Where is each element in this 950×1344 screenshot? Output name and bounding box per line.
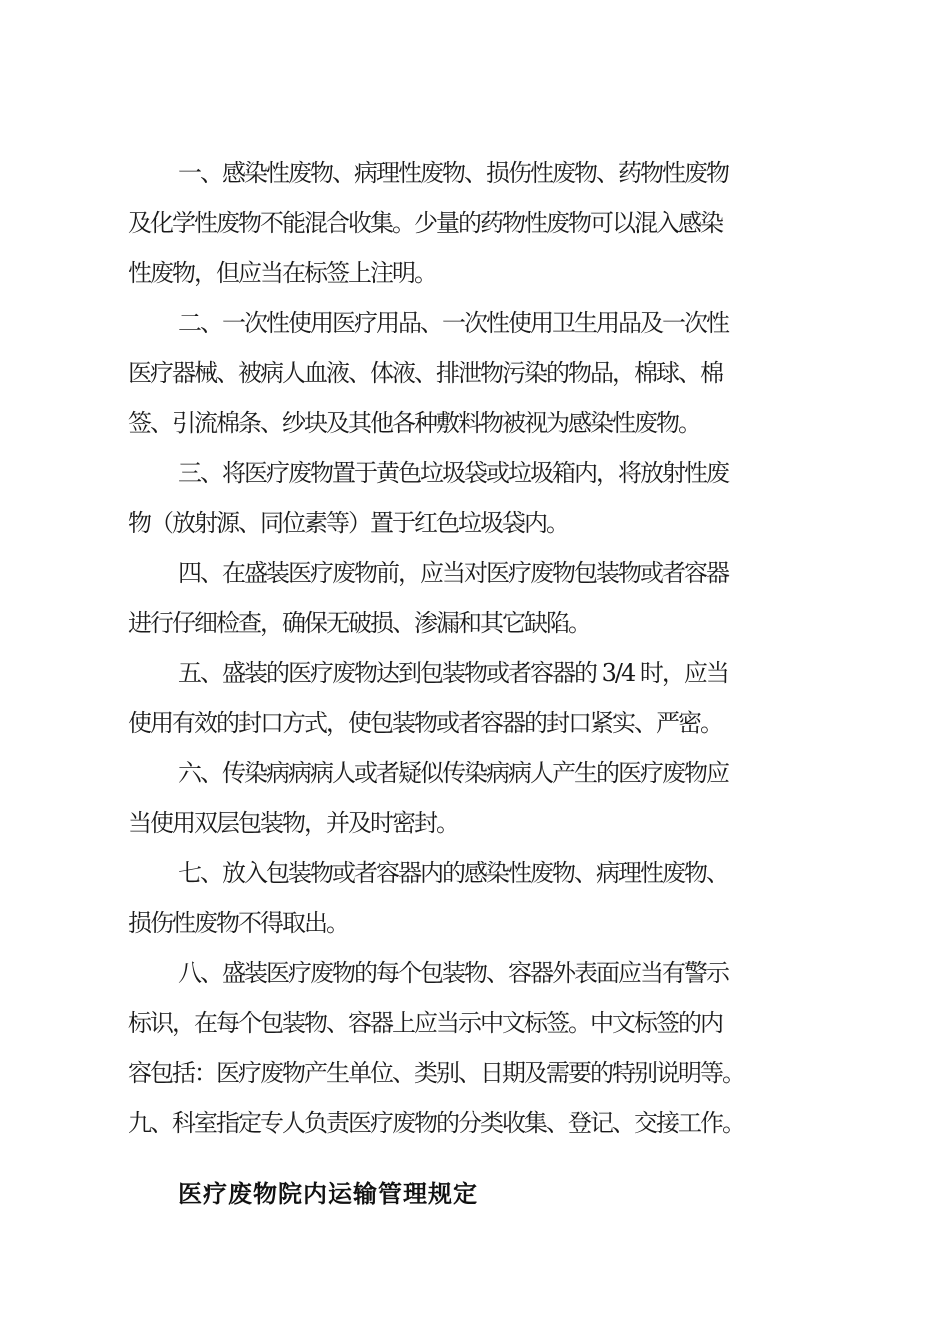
paragraph-9-line-1: 九、科室指定专人负责医疗废物的分类收集、登记、交接工作。 bbox=[128, 1109, 744, 1137]
paragraph-6-line-2: 当使用双层包装物，并及时密封。 bbox=[128, 809, 458, 837]
paragraph-6-line-1: 六、传染病病病人或者疑似传染病病人产生的医疗废物应 bbox=[178, 759, 728, 787]
paragraph-2-line-3: 签、引流棉条、纱块及其他各种敷料物被视为感染性废物。 bbox=[128, 409, 700, 437]
paragraph-2-line-2: 医疗器械、被病人血液、体液、排泄物污染的物品，棉球、棉 bbox=[128, 359, 722, 387]
paragraph-8-line-2: 标识，在每个包装物、容器上应当示中文标签。中文标签的内 bbox=[128, 1009, 722, 1037]
paragraph-5-line-2: 使用有效的封口方式，使包装物或者容器的封口紧实、严密。 bbox=[128, 709, 722, 737]
paragraph-5-line-1: 五、盛装的医疗废物达到包装物或者容器的 3/4 时，应当 bbox=[178, 659, 728, 687]
paragraph-2-line-1: 二、一次性使用医疗用品、一次性使用卫生用品及一次性 bbox=[178, 309, 728, 337]
paragraph-7-line-2: 损伤性废物不得取出。 bbox=[128, 909, 348, 937]
paragraph-3-line-1: 三、将医疗废物置于黄色垃圾袋或垃圾箱内，将放射性废 bbox=[178, 459, 728, 487]
paragraph-1-line-3: 性废物，但应当在标签上注明。 bbox=[128, 259, 436, 287]
paragraph-7-line-1: 七、放入包装物或者容器内的感染性废物、病理性废物、 bbox=[178, 859, 728, 887]
paragraph-8-line-1: 八、盛装医疗废物的每个包装物、容器外表面应当有警示 bbox=[178, 959, 728, 987]
section-heading: 医疗废物院内运输管理规定 bbox=[178, 1180, 478, 1208]
paragraph-1-line-1: 一、感染性废物、病理性废物、损伤性废物、药物性废物 bbox=[178, 159, 728, 187]
paragraph-3-line-2: 物（放射源、同位素等）置于红色垃圾袋内。 bbox=[128, 509, 568, 537]
paragraph-4-line-1: 四、在盛装医疗废物前，应当对医疗废物包装物或者容器 bbox=[178, 559, 728, 587]
paragraph-8-line-3: 容包括：医疗废物产生单位、类别、日期及需要的特别说明等。 bbox=[128, 1059, 744, 1087]
paragraph-1-line-2: 及化学性废物不能混合收集。少量的药物性废物可以混入感染 bbox=[128, 209, 722, 237]
paragraph-4-line-2: 进行仔细检查，确保无破损、渗漏和其它缺陷。 bbox=[128, 609, 590, 637]
